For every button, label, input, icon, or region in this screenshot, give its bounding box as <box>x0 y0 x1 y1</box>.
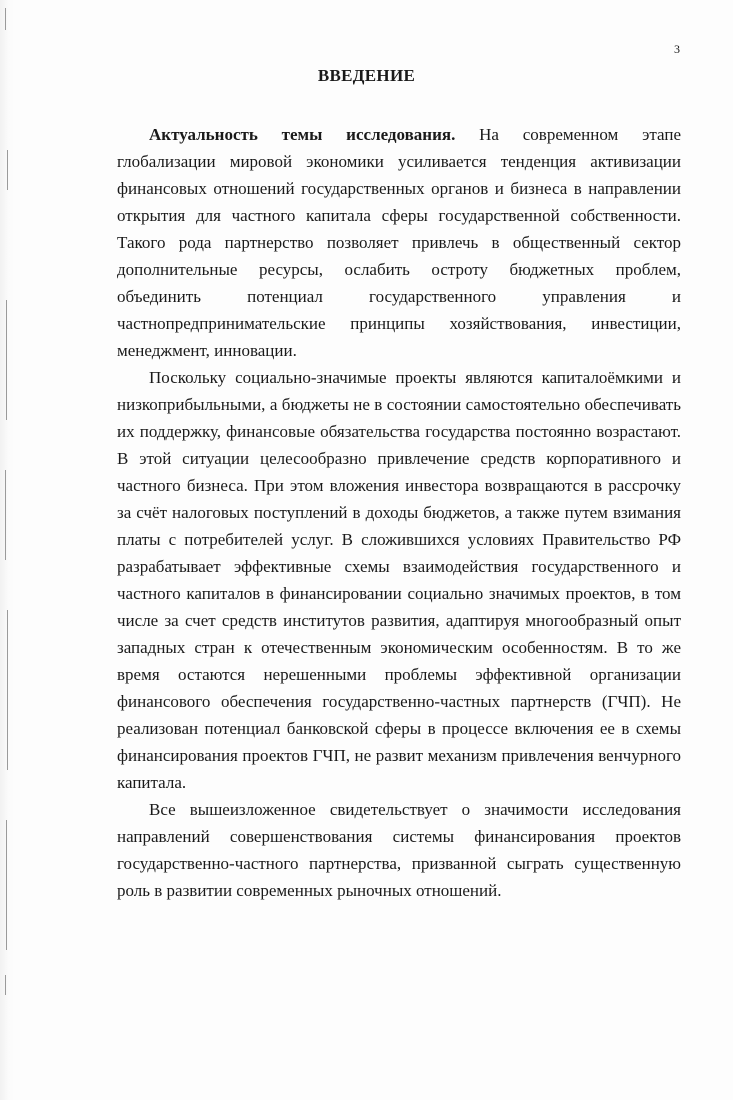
paragraph-lead: Актуальность темы исследования. <box>149 125 456 144</box>
paragraph-text: На современном этапе глобализации мировой экономики усиливается тенденция активизации финансовых отношений государственных органов и бизнеса в направлении открытия для частного капитала сферы государственной собственности. Такого рода партнерство позволяет привлечь в общественный сектор дополнительные ресурсы, ослабить остроту бюджетных проблем, объединить потенциал государственного управления и частнопредпринимательские принципы хозяйствования, инвестиции, менеджмент, инновации. <box>117 125 681 360</box>
page-number: 3 <box>674 42 680 56</box>
scan-edge-mark <box>7 150 8 190</box>
paragraph-relevance <box>117 121 681 364</box>
scan-edge-mark <box>5 470 6 560</box>
body-text <box>117 121 681 904</box>
scan-edge-mark <box>6 300 7 420</box>
paragraph-conclusion: Все вышеизложенное свидетельствует о значимости исследования направлений совершенствования системы финансирования проектов государственно-частного партнерства, призванной сыграть существенную роль в развитии современных рыночных отношений. <box>117 800 681 900</box>
section-title: ВВЕДЕНИЕ <box>317 66 416 85</box>
scan-edge-mark <box>5 975 6 995</box>
scan-edge-mark <box>7 610 8 770</box>
scan-edge-mark <box>5 8 6 30</box>
paragraph-context: Поскольку социально-значимые проекты являются капиталоёмкими и низкоприбыльными, а бюджеты не в состоянии самостоятельно обеспечивать их поддержку, финансовые обязательства государства постоянно возрастают. В этой ситуации целесообразно привлечение средств корпоративного и частного бизнеса. При этом вложения инвестора возвращаются в рассрочку за счёт налоговых поступлений в доходы бюджетов, а также путем взимания платы с потребителей услуг. В сложившихся условиях Правительство РФ разрабатывает эффективные схемы взаимодействия государственного и частного капиталов в финансировании социально значимых проектов, в том числе за счет средств институтов развития, адаптируя многообразный опыт западных стран к отечественным экономическим особенностям. В то же время остаются нерешенными проблемы эффективной организации финансового обеспечения государственно-частных партнерств (ГЧП). Не реализован потенциал банковской сферы в процессе включения ее в схемы финансирования проектов ГЧП, не развит механизм привлечения венчурного капитала. <box>117 368 681 792</box>
scan-edge-mark <box>6 820 7 950</box>
